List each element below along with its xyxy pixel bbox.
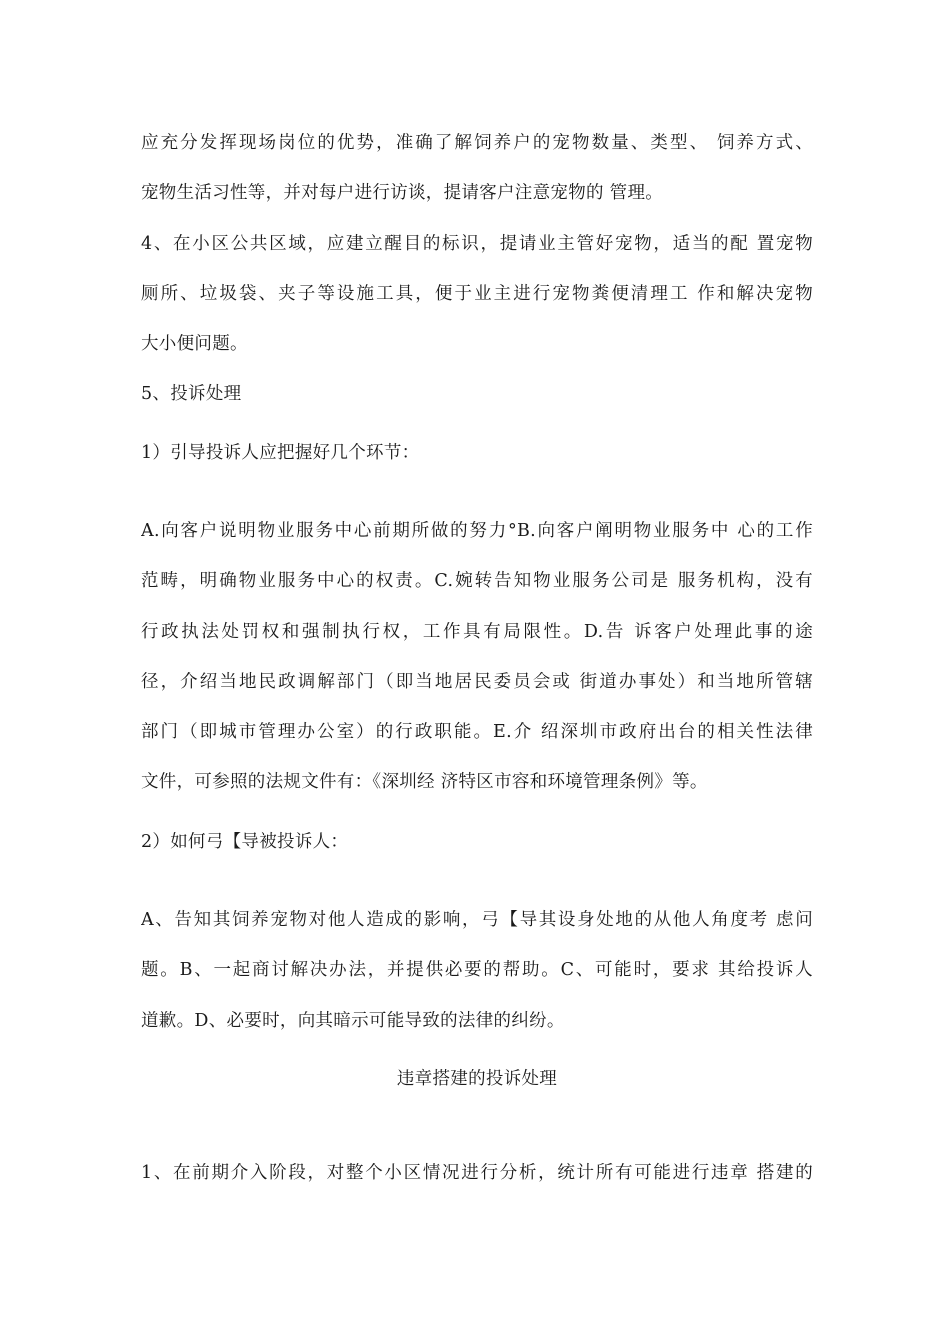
paragraph-line: 1、在前期介入阶段，对整个小区情况进行分析，统计所有可能进行违章 搭建的 (141, 1163, 813, 1183)
paragraph-line: 部门（即城市管理办公室）的行政职能。E.介 绍深圳市政府出台的相关性法律 (141, 722, 813, 742)
paragraph-line: 大小便问题。 (141, 334, 248, 354)
paragraph-line: 应充分发挥现场岗位的优势，准确了解饲养户的宠物数量、类型、 饲养方式、 (141, 133, 813, 153)
section-heading: 5、投诉处理 (141, 384, 242, 404)
subsection-heading: 1）引导投诉人应把握好几个环节： (141, 443, 420, 463)
paragraph-line: 4、在小区公共区域，应建立醒目的标识，提请业主管好宠物，适当的配 置宠物 (141, 234, 813, 254)
section-title: 违章搭建的投诉处理 (396, 1069, 558, 1089)
paragraph-line: 题。B、一起商讨解决办法，并提供必要的帮助。C、可能时，要求 其给投诉人 (141, 960, 813, 980)
paragraph-line: 文件，可参照的法规文件有：《深圳经 济特区市容和环境管理条例》等。 (141, 772, 708, 792)
paragraph-line: A、告知其饲养宠物对他人造成的影响，弓【导其设身处地的从他人角度考 虑问 (141, 910, 813, 930)
paragraph-line: A.向客户说明物业服务中心前期所做的努力°B.向客户阐明物业服务中 心的工作 (141, 521, 813, 541)
paragraph-line: 径，介绍当地民政调解部门（即当地居民委员会或 街道办事处）和当地所管辖 (141, 672, 813, 692)
paragraph-line: 行政执法处罚权和强制执行权，工作具有局限性。D.告 诉客户处理此事的途 (141, 622, 813, 642)
paragraph-line: 道歉。D、必要时，向其暗示可能导致的法律的纠纷。 (141, 1011, 565, 1031)
paragraph-line: 宠物生活习性等，并对每户进行访谈，提请客户注意宠物的 管理。 (141, 183, 664, 203)
paragraph-line: 厕所、垃圾袋、夹子等设施工具，便于业主进行宠物粪便清理工 作和解决宠物 (141, 284, 813, 304)
paragraph-line: 范畴，明确物业服务中心的权责。C.婉转告知物业服务公司是 服务机构，没有 (141, 571, 813, 591)
subsection-heading: 2）如何弓【导被投诉人： (141, 832, 349, 852)
